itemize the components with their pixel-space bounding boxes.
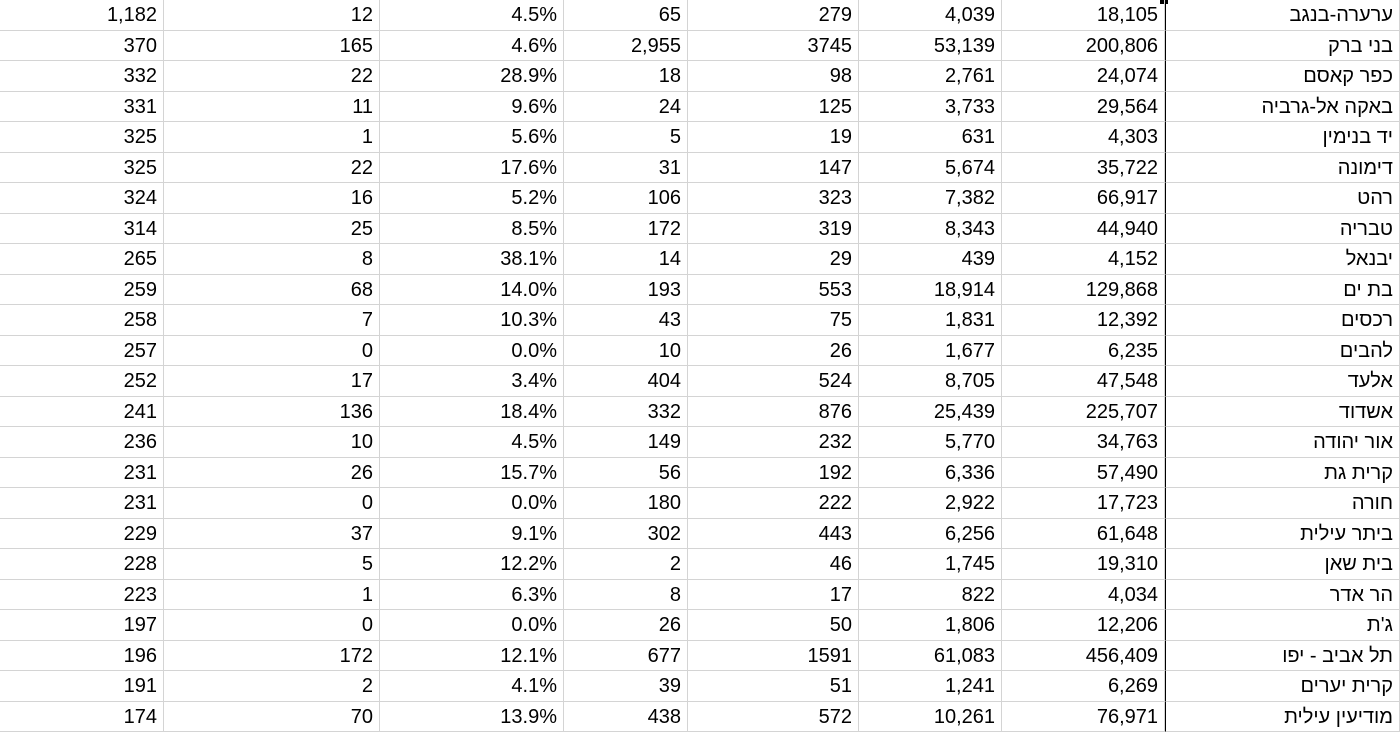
table-row [0,702,1400,732]
cell-c3[interactable]: 2,955 [564,31,688,62]
cell-locality-name[interactable]: ביתר עילית [1165,519,1400,550]
cell-locality-name[interactable]: טבריה [1165,214,1400,245]
cell-c6[interactable]: 200,806 [1002,31,1165,62]
cell-c5[interactable]: 1,745 [859,549,1002,580]
cell-c5[interactable]: 439 [859,244,1002,275]
cell-c3[interactable]: 149 [564,427,688,458]
cell-c5[interactable]: 6,336 [859,458,1002,489]
cell-c5[interactable]: 1,241 [859,671,1002,702]
cell-c2[interactable]: 0.0% [380,610,564,641]
cell-c1[interactable]: 10 [164,427,380,458]
cell-c5[interactable]: 5,770 [859,427,1002,458]
cell-c2[interactable]: 15.7% [380,458,564,489]
cell-locality-name[interactable]: בית שאן [1165,549,1400,580]
cell-c4[interactable]: 3745 [688,31,859,62]
cell-c6[interactable]: 17,723 [1002,488,1165,519]
table-row [0,458,1400,489]
cell-c6[interactable]: 12,206 [1002,610,1165,641]
cell-c2[interactable]: 5.6% [380,122,564,153]
cell-c0[interactable]: 324 [0,183,164,214]
cell-c6[interactable]: 76,971 [1002,702,1165,732]
cell-c5[interactable]: 18,914 [859,275,1002,306]
cell-locality-name[interactable]: דימונה [1165,153,1400,184]
cell-c3[interactable]: 404 [564,366,688,397]
cell-locality-name[interactable]: ג'ת [1165,610,1400,641]
cell-c0[interactable]: 252 [0,366,164,397]
cell-c1[interactable]: 0 [164,488,380,519]
cell-c5[interactable]: 5,674 [859,153,1002,184]
cell-c1[interactable]: 68 [164,275,380,306]
table-row [0,671,1400,702]
table-row [0,92,1400,123]
cell-c6[interactable]: 6,269 [1002,671,1165,702]
cell-c0[interactable]: 197 [0,610,164,641]
cell-c2[interactable]: 28.9% [380,61,564,92]
cell-c5[interactable]: 2,922 [859,488,1002,519]
table-row [0,122,1400,153]
cell-c3[interactable]: 193 [564,275,688,306]
cell-c6[interactable]: 44,940 [1002,214,1165,245]
table-row [0,336,1400,367]
cell-c1[interactable]: 37 [164,519,380,550]
cell-c3[interactable]: 180 [564,488,688,519]
table-row [0,153,1400,184]
cell-c4[interactable]: 17 [688,580,859,611]
cell-c1[interactable]: 1 [164,580,380,611]
cell-c0[interactable]: 325 [0,153,164,184]
cell-c5[interactable]: 3,733 [859,92,1002,123]
cell-c0[interactable]: 259 [0,275,164,306]
table-row [0,275,1400,306]
cell-locality-name[interactable]: מודיעין עילית [1165,702,1400,732]
cell-c0[interactable]: 370 [0,31,164,62]
cell-locality-name[interactable]: רכסים [1165,305,1400,336]
cell-c6[interactable]: 66,917 [1002,183,1165,214]
cell-c3[interactable]: 2 [564,549,688,580]
cell-c2[interactable]: 6.3% [380,580,564,611]
cell-c4[interactable]: 26 [688,336,859,367]
cell-c6[interactable]: 57,490 [1002,458,1165,489]
cell-c2[interactable]: 12.1% [380,641,564,672]
cell-c4[interactable]: 19 [688,122,859,153]
cell-c5[interactable]: 1,806 [859,610,1002,641]
cell-c4[interactable]: 443 [688,519,859,550]
cell-c1[interactable]: 7 [164,305,380,336]
cell-c3[interactable]: 56 [564,458,688,489]
cell-c4[interactable]: 75 [688,305,859,336]
cell-c5[interactable]: 631 [859,122,1002,153]
cell-c0[interactable]: 258 [0,305,164,336]
cell-c2[interactable]: 18.4% [380,397,564,428]
cell-locality-name[interactable]: יד בנימין [1165,122,1400,153]
cell-c1[interactable]: 8 [164,244,380,275]
cell-c1[interactable]: 26 [164,458,380,489]
cell-c6[interactable]: 12,392 [1002,305,1165,336]
cell-c0[interactable]: 228 [0,549,164,580]
table-row [0,397,1400,428]
cell-c5[interactable]: 1,677 [859,336,1002,367]
table-row [0,519,1400,550]
cell-c1[interactable]: 0 [164,610,380,641]
cell-c1[interactable]: 22 [164,153,380,184]
cell-c4[interactable]: 51 [688,671,859,702]
table-row [0,549,1400,580]
cell-locality-name[interactable]: באקה אל-גרביה [1165,92,1400,123]
cell-locality-name[interactable]: תל אביב - יפו [1165,641,1400,672]
cell-c1[interactable]: 11 [164,92,380,123]
cell-c3[interactable]: 8 [564,580,688,611]
cell-locality-name[interactable]: קרית יערים [1165,671,1400,702]
cell-c5[interactable]: 4,039 [859,0,1002,31]
cell-c6[interactable]: 456,409 [1002,641,1165,672]
cell-c3[interactable]: 39 [564,671,688,702]
cell-c5[interactable]: 8,343 [859,214,1002,245]
cell-c2[interactable]: 4.5% [380,427,564,458]
cell-locality-name[interactable]: בני ברק [1165,31,1400,62]
cell-c6[interactable]: 34,763 [1002,427,1165,458]
cell-c2[interactable]: 4.1% [380,671,564,702]
table-row [0,183,1400,214]
cell-c0[interactable]: 257 [0,336,164,367]
cell-c3[interactable]: 65 [564,0,688,31]
cell-c6[interactable]: 47,548 [1002,366,1165,397]
table-row [0,0,1400,31]
cell-c6[interactable]: 225,707 [1002,397,1165,428]
cell-c0[interactable]: 231 [0,458,164,489]
table-row [0,244,1400,275]
cell-c0[interactable]: 196 [0,641,164,672]
cell-c0[interactable]: 191 [0,671,164,702]
cell-c3[interactable]: 10 [564,336,688,367]
cell-c1[interactable]: 2 [164,671,380,702]
cell-c6[interactable]: 4,303 [1002,122,1165,153]
cell-c1[interactable]: 136 [164,397,380,428]
cell-c6[interactable]: 129,868 [1002,275,1165,306]
cell-c4[interactable]: 279 [688,0,859,31]
cell-c3[interactable]: 26 [564,610,688,641]
cell-c4[interactable]: 319 [688,214,859,245]
cell-c2[interactable]: 38.1% [380,244,564,275]
cell-c0[interactable]: 229 [0,519,164,550]
cell-c6[interactable]: 6,235 [1002,336,1165,367]
cell-c5[interactable]: 7,382 [859,183,1002,214]
cell-c4[interactable]: 50 [688,610,859,641]
cell-c2[interactable]: 17.6% [380,153,564,184]
cell-locality-name[interactable]: קרית גת [1165,458,1400,489]
table-row [0,610,1400,641]
cell-locality-name[interactable]: רהט [1165,183,1400,214]
cell-c2[interactable]: 0.0% [380,488,564,519]
table-row [0,305,1400,336]
cell-c4[interactable]: 29 [688,244,859,275]
cell-c5[interactable]: 8,705 [859,366,1002,397]
cell-c0[interactable]: 265 [0,244,164,275]
cell-locality-name[interactable]: הר אדר [1165,580,1400,611]
cell-c2[interactable]: 9.1% [380,519,564,550]
cell-c0[interactable]: 1,182 [0,0,164,31]
cell-c2[interactable]: 5.2% [380,183,564,214]
cell-c3[interactable]: 302 [564,519,688,550]
cell-c2[interactable]: 13.9% [380,702,564,732]
cell-c5[interactable]: 53,139 [859,31,1002,62]
cell-c4[interactable]: 222 [688,488,859,519]
cell-c2[interactable]: 8.5% [380,214,564,245]
cell-c5[interactable]: 6,256 [859,519,1002,550]
cell-c4[interactable]: 553 [688,275,859,306]
cell-c5[interactable]: 61,083 [859,641,1002,672]
cell-c3[interactable]: 677 [564,641,688,672]
cell-c6[interactable]: 29,564 [1002,92,1165,123]
table-row [0,641,1400,672]
cell-c1[interactable]: 1 [164,122,380,153]
table-row [0,427,1400,458]
cell-c5[interactable]: 2,761 [859,61,1002,92]
cell-c2[interactable]: 10.3% [380,305,564,336]
cell-c3[interactable]: 24 [564,92,688,123]
cell-locality-name[interactable]: כפר קאסם [1165,61,1400,92]
cell-c0[interactable]: 231 [0,488,164,519]
table-row [0,580,1400,611]
cell-c0[interactable]: 241 [0,397,164,428]
cell-c6[interactable]: 4,034 [1002,580,1165,611]
cell-c4[interactable]: 1591 [688,641,859,672]
cell-locality-name[interactable]: אלעד [1165,366,1400,397]
cell-locality-name[interactable]: בת ים [1165,275,1400,306]
cell-c2[interactable]: 9.6% [380,92,564,123]
cell-c4[interactable]: 192 [688,458,859,489]
cell-c1[interactable]: 172 [164,641,380,672]
cell-c5[interactable]: 1,831 [859,305,1002,336]
cell-c4[interactable]: 572 [688,702,859,732]
cell-locality-name[interactable]: אשדוד [1165,397,1400,428]
cell-c2[interactable]: 12.2% [380,549,564,580]
cell-c1[interactable]: 16 [164,183,380,214]
cell-c3[interactable]: 43 [564,305,688,336]
cell-c1[interactable]: 22 [164,61,380,92]
cell-c0[interactable]: 236 [0,427,164,458]
cell-locality-name[interactable]: אור יהודה [1165,427,1400,458]
cell-c6[interactable]: 19,310 [1002,549,1165,580]
cell-c1[interactable]: 70 [164,702,380,732]
cell-c3[interactable]: 31 [564,153,688,184]
cell-c0[interactable]: 331 [0,92,164,123]
cell-c1[interactable]: 165 [164,31,380,62]
cell-c5[interactable]: 10,261 [859,702,1002,732]
cell-c6[interactable]: 4,152 [1002,244,1165,275]
cell-c5[interactable]: 822 [859,580,1002,611]
cell-c3[interactable]: 5 [564,122,688,153]
cell-locality-name[interactable]: חורה [1165,488,1400,519]
table-row [0,488,1400,519]
cell-c4[interactable]: 323 [688,183,859,214]
table-row [0,61,1400,92]
cell-c4[interactable]: 524 [688,366,859,397]
cell-c4[interactable]: 46 [688,549,859,580]
table-row [0,366,1400,397]
cell-c2[interactable]: 14.0% [380,275,564,306]
cell-c3[interactable]: 106 [564,183,688,214]
cell-c2[interactable]: 4.5% [380,0,564,31]
cell-c6[interactable]: 18,105 [1002,0,1165,31]
cell-c3[interactable]: 438 [564,702,688,732]
cell-c6[interactable]: 35,722 [1002,153,1165,184]
cell-c3[interactable]: 18 [564,61,688,92]
cell-c1[interactable]: 0 [164,336,380,367]
cell-c0[interactable]: 314 [0,214,164,245]
cell-c4[interactable]: 876 [688,397,859,428]
cell-c1[interactable]: 12 [164,0,380,31]
table-row [0,214,1400,245]
cell-c4[interactable]: 125 [688,92,859,123]
cell-c3[interactable]: 332 [564,397,688,428]
cell-c6[interactable]: 24,074 [1002,61,1165,92]
cell-c5[interactable]: 25,439 [859,397,1002,428]
table-row [0,31,1400,62]
cell-c0[interactable]: 223 [0,580,164,611]
cell-c0[interactable]: 174 [0,702,164,732]
cell-c4[interactable]: 232 [688,427,859,458]
cell-c0[interactable]: 325 [0,122,164,153]
cell-locality-name[interactable]: להבים [1165,336,1400,367]
cell-c3[interactable]: 14 [564,244,688,275]
cell-c4[interactable]: 98 [688,61,859,92]
cell-c3[interactable]: 172 [564,214,688,245]
cell-c1[interactable]: 25 [164,214,380,245]
cell-c6[interactable]: 61,648 [1002,519,1165,550]
cell-c1[interactable]: 17 [164,366,380,397]
cell-locality-name[interactable]: ערערה-בנגב [1165,0,1400,31]
cell-c4[interactable]: 147 [688,153,859,184]
cell-c0[interactable]: 332 [0,61,164,92]
cell-c2[interactable]: 4.6% [380,31,564,62]
cell-c1[interactable]: 5 [164,549,380,580]
cell-c2[interactable]: 0.0% [380,336,564,367]
cell-locality-name[interactable]: יבנאל [1165,244,1400,275]
cell-c2[interactable]: 3.4% [380,366,564,397]
